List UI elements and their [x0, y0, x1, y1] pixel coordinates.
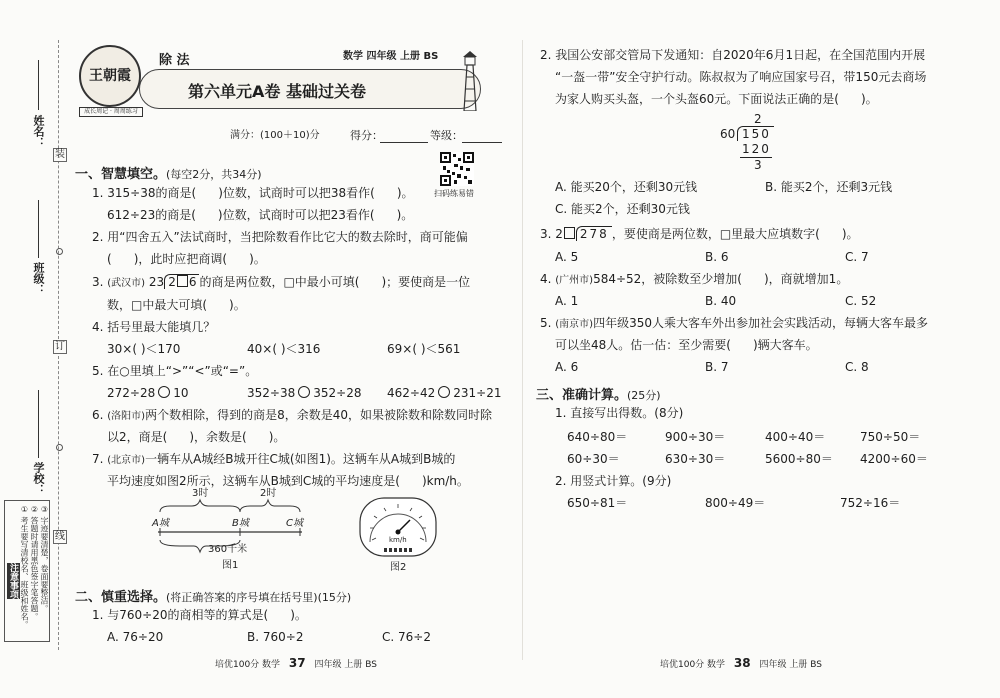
r-q2-l3: 为家人购买头盔，一个头盔60元。下面说法正确的是( [555, 92, 839, 106]
r-q5-option-a[interactable]: A. 6 [555, 360, 579, 374]
r-q4: 4. (广州市)584÷52，被除数至少增加( )，商就增加1。 [540, 272, 849, 286]
r-q3-option-b[interactable]: B. 6 [705, 250, 729, 264]
q3-region-tag: (武汉市) [107, 278, 146, 289]
q2-1-option-c[interactable]: C. 76÷2 [382, 630, 431, 644]
header-banner [75, 45, 505, 117]
calc1-item-6[interactable]: 630÷30＝ [665, 452, 726, 466]
q6-line2 [107, 430, 285, 444]
calc1-title: 1. 直接写出得数。(8分) [555, 406, 684, 420]
q6-l1: 两个数相除，得到的商是8，余数是40，如果被除数和除数同时除 [145, 408, 492, 422]
section1-title-text: 一、智慧填空。 [75, 167, 167, 182]
q5-item-2 [247, 386, 361, 400]
fig1-distance: 360千米 [208, 544, 248, 555]
unit-title: 第六单元A卷 基础过关卷 [188, 82, 366, 101]
q2-1-text: 1. 与760÷20的商相等的算式是( [92, 608, 269, 622]
r-q4-end: )，商就增加1。 [764, 272, 849, 286]
q4-item-1[interactable]: 30×( )＜170 [107, 342, 181, 356]
school-blank-line[interactable] [38, 390, 39, 458]
binding-mark-xian: 线 [55, 531, 65, 542]
q7-l2: 平均速度如图2所示，这辆车从B城到C城的平均速度是( [107, 474, 400, 488]
section1-title [75, 163, 262, 182]
q1a-pre: 1. 315÷38的商是( [92, 186, 197, 200]
q3-digit-b: 6 [188, 275, 197, 289]
fig2-caption: 图2 [390, 562, 407, 573]
q2-l2-pre: ( [107, 252, 112, 266]
r-q5-option-c[interactable]: C. 8 [845, 360, 869, 374]
notice-3: ③ 字迹要清楚，卷面要整洁。 [40, 505, 49, 613]
notice-box [4, 500, 50, 642]
calc1-item-3[interactable]: 400÷40＝ [765, 430, 826, 444]
q5-1-right: 10 [173, 386, 189, 400]
binding-dot-1 [56, 248, 63, 255]
title-pill [139, 69, 481, 109]
q5-2-right: 352÷28 [313, 386, 362, 400]
ld-remainder: 3 [754, 158, 762, 172]
r-q4-region-tag: (广州市) [555, 275, 594, 286]
q4-item-2[interactable]: 40×( )＜316 [247, 342, 321, 356]
compare-circle[interactable] [298, 386, 310, 398]
q3-l2-end: )。 [229, 298, 246, 312]
ld-divisor: 60 [720, 127, 736, 141]
fig1-city-b: B城 [232, 518, 249, 529]
q3-division-bracket [164, 274, 199, 289]
q3-text: 的商是两位数，□中最小可填( [199, 275, 360, 289]
q2-l2-end: )，此时应把商调( [133, 252, 228, 266]
name-blank-line[interactable] [38, 60, 39, 110]
calc1-item-4[interactable]: 750÷50＝ [860, 430, 921, 444]
r-q5-l1: 四年级350人乘大客车外出参加社会实践活动，每辆大客车最多 [593, 316, 928, 330]
r-q3-text: ，要使商是两位数，□里最大应填数字( [611, 227, 820, 241]
q3-empty-box[interactable] [177, 275, 188, 287]
fig1-caption: 图1 [222, 560, 239, 571]
q7-l1: 一辆车从A城经B城开往C城(如图1)。这辆车从A城到B城的 [145, 452, 456, 466]
footer-right-page: 38 [733, 656, 751, 670]
q1a [92, 186, 414, 200]
notice-title: 注意事项 [8, 563, 18, 599]
q6-l2-mid: )，余数是( [189, 430, 247, 444]
r-q5-line1: 5. (南京市)四年级350人乘大客车外出参加社会实践活动，每辆大客车最多 [540, 316, 928, 330]
q1a-end: )。 [396, 186, 414, 200]
long-division [720, 112, 780, 174]
section1-note: (每空2分，共34分) [166, 168, 262, 181]
binding-dot-2 [56, 444, 63, 451]
q5-item-1 [107, 386, 189, 400]
grade-line: 数学 四年级 上册 BS [343, 51, 439, 62]
footer-left-page: 37 [288, 656, 306, 670]
calc1-item-8[interactable]: 4200÷60＝ [860, 452, 928, 466]
q6-l2-pre: 以2，商是( [107, 430, 168, 444]
calc2-title: 2. 用竖式计算。(9分) [555, 474, 672, 488]
footer-left-text: 培优100分 数学 [215, 660, 281, 670]
ld-dividend: 150 [742, 127, 771, 141]
q7-l2-end: )km/h。 [421, 474, 469, 488]
binding-strip [0, 0, 70, 698]
r-q2-option-b[interactable]: B. 能买2个，还剩3元钱 [765, 180, 893, 194]
q1b [107, 208, 413, 222]
r-q3-empty-box[interactable] [564, 227, 575, 239]
q1b-pre: 612÷23的商是( [107, 208, 196, 222]
r-q2-line1: 2. 我国公安部交管局下发通知：自2020年6月1日起，在全国范围内开展 [540, 48, 926, 62]
figure-1 [150, 488, 310, 576]
speedometer-icon [358, 496, 438, 558]
calc2-item-2[interactable]: 800÷49＝ [705, 496, 766, 510]
footer-left [215, 656, 415, 670]
r-q3-pre: 3. 2 [540, 227, 563, 241]
q5-1-left: 272÷28 [107, 386, 156, 400]
q1a-mid: )位数，试商时可以把38看作( [218, 186, 375, 200]
calc1-item-1[interactable]: 640÷80＝ [567, 430, 628, 444]
q2-line2 [107, 252, 266, 266]
q7-line1: 7. (北京市)一辆车从A城经B城开往C城(如图1)。这辆车从A城到B城的 [92, 452, 456, 466]
q6-line1: 6. (洛阳市)两个数相除，得到的商是8，余数是40，如果被除数和除数同时除 [92, 408, 492, 422]
q5-2-left: 352÷38 [247, 386, 296, 400]
level-label: 等级： [430, 129, 463, 142]
figure-2 [358, 496, 438, 576]
compare-circle[interactable] [158, 386, 170, 398]
fig1-city-a: A城 [152, 518, 169, 529]
r-q5-option-b[interactable]: B. 7 [705, 360, 729, 374]
q3-divisor: 23 [148, 275, 165, 289]
q2-1 [92, 608, 307, 622]
section3-title [536, 384, 661, 403]
page-divider [522, 40, 523, 660]
section3-note: (25分) [627, 389, 661, 402]
level-blank[interactable] [462, 142, 502, 143]
fig1-time-2: 2时 [260, 488, 277, 499]
calc2-item-3[interactable]: 752÷16＝ [840, 496, 901, 510]
section2-note: (将正确答案的序号填在括号里)(15分) [166, 591, 352, 604]
r-q4-option-b[interactable]: B. 40 [705, 294, 737, 308]
got-label: 得分： [350, 129, 383, 142]
calc1-item-2[interactable]: 900÷30＝ [665, 430, 726, 444]
class-label: 班级： [32, 262, 45, 295]
school-label: 学校： [32, 462, 45, 495]
ld-product: 120 [742, 142, 771, 156]
footer-right-right: 四年级 上册 BS [759, 660, 822, 670]
r-q3-bracket [576, 226, 612, 241]
r-q3 [540, 226, 859, 241]
q5-3-left: 462÷42 [387, 386, 436, 400]
q4-title: 4. 括号里最大能填几？ [92, 320, 216, 334]
logo-subtitle: 成长周记 · 周周练习 [79, 107, 143, 117]
calc1-item-5[interactable]: 60÷30＝ [567, 452, 620, 466]
q4-item-3[interactable]: 69×( )＜561 [387, 342, 461, 356]
r-q5-region-tag: (南京市) [555, 319, 594, 330]
binding-mark-zhuang: 装 [55, 149, 65, 160]
section3-title-text: 三、准确计算。 [536, 388, 628, 403]
r-q4-option-a[interactable]: A. 1 [555, 294, 579, 308]
r-q3-end: )。 [841, 227, 859, 241]
q3-pre: 3. [92, 275, 108, 289]
r-q5-l2-end: )辆大客车。 [752, 338, 818, 352]
q2-1-option-b[interactable]: B. 760÷2 [247, 630, 304, 644]
lighthouse-icon [455, 49, 485, 111]
r-q4-text: 584÷52，被除数至少增加( [593, 272, 742, 286]
q5-title: 5. 在○里填上“>”“<”或“=”。 [92, 364, 258, 378]
q2-line1: 2. 用“四舍五入”法试商时，当把除数看作比它大的数去除时，商可能偏 [92, 230, 468, 244]
footer-left-right: 四年级 上册 BS [314, 660, 377, 670]
fig1-city-c: C城 [286, 518, 303, 529]
class-blank-line[interactable] [38, 200, 39, 258]
q3-line2 [107, 298, 246, 312]
subject-tag: 除 法 [159, 53, 190, 68]
r-q2-line2: “一盔一带”安全守护行动。陈叔叔为了响应国家号召，带150元去商场 [555, 70, 927, 84]
r-q2-l3-end: )。 [860, 92, 878, 106]
footer-right-text: 培优100分 数学 [660, 660, 726, 670]
q3-digit-a: 2 [168, 275, 176, 289]
r-q3-dividend: 278 [579, 227, 609, 241]
section2-title [75, 586, 351, 605]
calc2-item-1[interactable]: 650÷81＝ [567, 496, 628, 510]
q6-region-tag: (洛阳市) [107, 411, 146, 422]
r-q4-option-c[interactable]: C. 52 [845, 294, 877, 308]
r-q2-option-c[interactable]: C. 能买2个，还剩30元钱 [555, 202, 690, 216]
q6-l2-end: )。 [268, 430, 286, 444]
q2-l2-tail: )。 [249, 252, 266, 266]
logo-seal [79, 45, 141, 107]
q1b-end: )。 [396, 208, 414, 222]
q5-item-3 [387, 386, 501, 400]
logo-text: 王朝霞 [89, 68, 131, 84]
r-q2-line3 [555, 92, 878, 106]
notice-1: ① 考生要写清校名、班级和姓名。 [20, 505, 29, 629]
r-q2-option-a[interactable]: A. 能买20个，还剩30元钱 [555, 180, 698, 194]
fig2-unit: km/h [389, 536, 407, 544]
name-label: 姓名： [32, 115, 45, 148]
q2-1-option-a[interactable]: A. 76÷20 [107, 630, 164, 644]
q1b-mid: )位数，试商时可以把23看作( [217, 208, 375, 222]
r-q3-option-c[interactable]: C. 7 [845, 250, 869, 264]
binding-mark-ding: 订 [55, 341, 65, 352]
q3-text2: )；要使商是一位 [381, 275, 471, 289]
q7-line2 [107, 474, 469, 488]
calc1-item-7[interactable]: 5600÷80＝ [765, 452, 833, 466]
q7-region-tag: (北京市) [107, 455, 146, 466]
q5-3-right: 231÷21 [453, 386, 502, 400]
fig1-time-1: 3时 [192, 488, 209, 499]
r-q5-l2: 可以坐48人。估一估：至少需要( [555, 338, 731, 352]
score-line: 满分：(100＋10)分 [230, 130, 320, 141]
footer-right [660, 656, 860, 670]
qr-caption: 扫码练易错 [434, 189, 474, 198]
q3-line1 [92, 274, 470, 291]
got-blank[interactable] [380, 142, 428, 143]
section2-title-text: 二、慎重选择。 [75, 590, 167, 605]
qr-code[interactable] [440, 152, 474, 186]
r-q3-option-a[interactable]: A. 5 [555, 250, 579, 264]
ld-quotient: 2 [754, 112, 762, 126]
notice-2: ② 答题时请用黑色签字笔答题。 [30, 505, 39, 621]
q2-1-end: )。 [290, 608, 307, 622]
r-q5-line2 [555, 338, 818, 352]
compare-circle[interactable] [438, 386, 450, 398]
q3-l2-pre: 数，□中最大可填( [107, 298, 208, 312]
